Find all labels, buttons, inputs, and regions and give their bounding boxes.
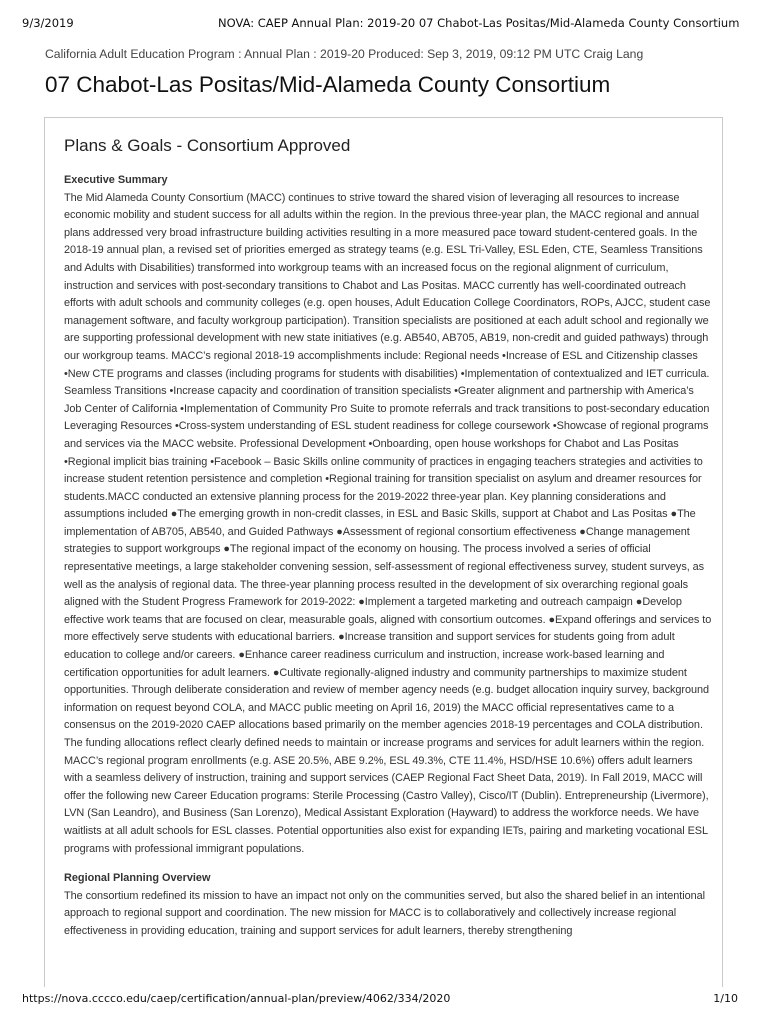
section-executive-summary bbox=[64, 172, 712, 858]
section-text: The consortium redefined its mission to have an impact not only on the communities served, but also the shared belief in an intentional approach to regional support and coordination. The new mission for MACC is to collaboratively and collectively increase regional effectiveness in providing education, training and support services for adult learners, thereby strengthening bbox=[64, 889, 706, 937]
section-regional-planning-overview bbox=[64, 870, 712, 940]
plans-goals-card bbox=[44, 117, 723, 987]
print-title: NOVA: CAEP Annual Plan: 2019-20 07 Chabot-Las Positas/Mid-Alameda County Consortium bbox=[218, 16, 740, 30]
breadcrumb: California Adult Education Program : Annual Plan : 2019-20 Produced: Sep 3, 2019, 09:12 PM UTC Craig Lang bbox=[45, 47, 644, 61]
card-body bbox=[64, 172, 712, 941]
page-title: 07 Chabot-Las Positas/Mid-Alameda County Consortium bbox=[45, 72, 611, 97]
section-heading: Regional Planning Overview bbox=[64, 872, 211, 885]
print-date: 9/3/2019 bbox=[22, 16, 74, 30]
card-title: Plans & Goals - Consortium Approved bbox=[64, 136, 351, 155]
section-text: The Mid Alameda County Consortium (MACC) continues to strive toward the shared vision of leveraging all resources to increase economic mobility and student success for all adults within the region. In the previous three-year plan, the MACC regional and annual plans addressed very broad infrastructure building activities resulting in a more measured pace toward student-centered goals. In the 2018-19 annual plan, a revised set of priorities emerged as strategy teams (e.g. ESL Tri-Valley, ESL Eden, CTE, Seamless Transitions and Adults with Disabilities) transformed into workgroup teams with an increased focus on the regional alignment of curriculum, instruction and services with post-secondary transitions to Chabot and Las Positas. MACC currently has well-coordinated outreach efforts with adult schools and community colleges (e.g. open houses, Adult Education College Coordinators, ROPs, AJCC, student case management software, and faculty workgroup participation). Transition specialists are positioned at each adult school and regionally we are supporting professional development with new state initiatives (e.g. AB540, AB705, AB19, non-credit and guided pathways) through our workgroup teams. MACC’s regional 2018-19 accomplishments include: Regional needs •Increase of ESL and Citizenship classes •New CTE programs and classes (including programs for students with disabilities) •Implementation of contextualized and IET curricula. Seamless Transitions •Increase capacity and coordination of transition specialists •Greater alignment and partnership with America’s Job Center of California •Implementation of Community Pro Suite to promote referrals and track transitions to post-secondary education Leveraging Resources •Cross-system understanding of ESL student readiness for college coursework •Showcase of regional programs and services via the MACC website. Professional Development •Onboarding, open house workshops for Chabot and Las Positas •Regional implicit bias training •Facebook – Basic Skills online community of practices in engaging teachers strategies and activities to increase student retention persistence and completion •Regional training for transition specialist on asylum and dreamer resources for students.MACC conducted an extensive planning process for the 2019-2022 three-year plan. Key planning considerations and assumptions included ●The emerging growth in non-credit classes, in ESL and Basic Skills, support at Chabot and Las Positas ●The implementation of AB705, AB540, and Guided Pathways ●Assessment of regional consortium effectiveness ●Change management strategies to support workgroups ●The regional impact of the economy on housing. The process involved a series of official representative meetings, a large stakeholder convening session, self-assessment of regional effectiveness survey, student surveys, as well as the analysis of regional data. The three-year planning process resulted in the development of six overarching regional goals aligned with the Student Progress Framework for 2019-2022: ●Implement a targeted marketing and outreach campaign ●Develop effective work teams that are focused on clear, measurable goals, aligned with consortium outcomes. ●Expand offerings and services to more effectively serve students with educational barriers. ●Increase transition and support services for students going from adult education to college and/or careers. ●Enhance career readiness curriculum and instruction, increase work-based learning and certification opportunities for adult learners. ●Cultivate regionally-aligned industry and community partnerships to maximize student opportunities. Through deliberate consideration and review of member agency needs (e.g. budget allocation inquiry survey, background information on request beyond COLA, and MACC public meeting on April 16, 2019) the MACC official representatives came to a consensus on the 2019-2020 CAEP allocations based primarily on the member agencies 2018-19 percentages and COLA distribution. The funding allocations reflect clearly defined needs to maintain or increase programs and services for adult learners within the region. MACC’s regional program enrollments (e.g. ASE 20.5%, ABE 9.2%, ESL 49.3%, CTE 11.4%, HSD/HSE 10.6%) offers adult learners with a seamless delivery of instruction, training and support services (CAEP Regional Fact Sheet Data, 2019). In Fall 2019, MACC will offer the following new Career Education programs: Sterile Processing (Castro Valley), Cisco/IT (Dublin). Entrepreneurship (Livermore), LVN (San Leandro), and Business (San Lorenzo), Medical Assistant Exploration (Hayward) to address the workforce needs. We have waitlists at all adult schools for ESL classes. Potential opportunities also exist for expanding IETs, pairing and marketing vocational ESL programs with professional immigrant populations. bbox=[64, 191, 712, 855]
footer-url: https://nova.cccco.edu/caep/certification/annual-plan/preview/4062/334/2020 bbox=[22, 992, 451, 1005]
page-number: 1/10 bbox=[713, 992, 738, 1005]
section-heading: Executive Summary bbox=[64, 174, 168, 186]
